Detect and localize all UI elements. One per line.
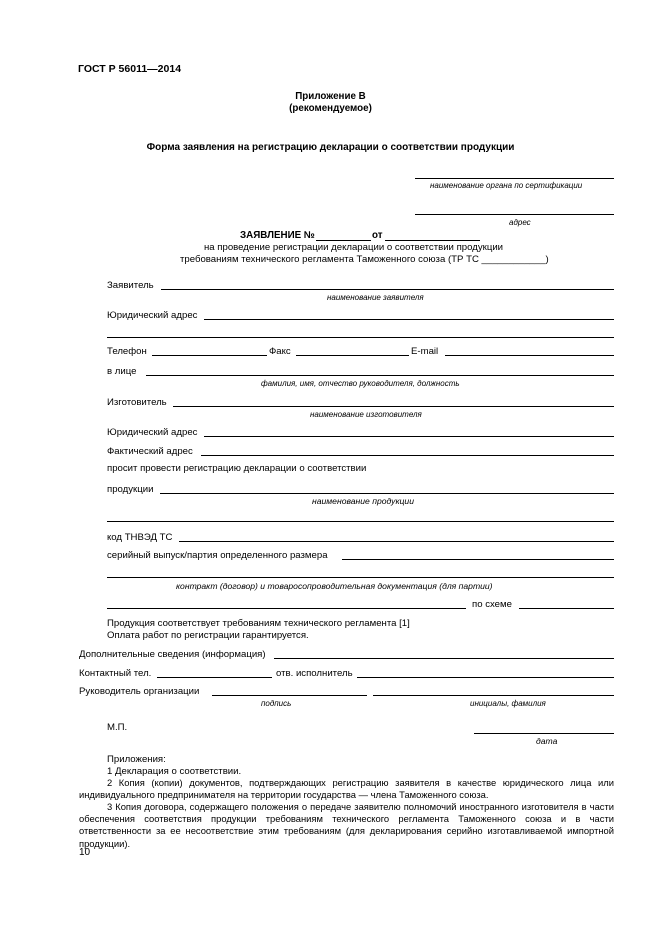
org-caption: наименование органа по сертификации [430,181,583,190]
legal-address2-line[interactable] [204,436,614,437]
standard-number: ГОСТ Р 56011—2014 [78,63,182,75]
represented-by-label: в лице [107,366,137,377]
statement-date-label: от [372,230,383,241]
attachment-1: 1 Декларация о соответствии. [107,766,242,777]
date-line[interactable] [474,733,614,734]
applicant-caption: наименование заявителя [327,293,424,302]
address-caption: адрес [509,218,531,227]
head-caption: фамилия, имя, отчество руководителя, должность [261,379,460,388]
legal-address-label: Юридический адрес [107,310,198,321]
payment-text: Оплата работ по регистрации гарантируется. [107,630,309,641]
actual-address-label: Фактический адрес [107,446,193,457]
contract-line[interactable] [107,577,614,578]
tnved-label: код ТНВЭД ТС [107,532,173,543]
applicant-line[interactable] [161,289,614,290]
org-head-label: Руководитель организации [79,686,200,697]
contact-phone-label: Контактный тел. [79,668,152,679]
phone-label: Телефон [107,346,147,357]
attachments-title: Приложения: [107,754,166,765]
stamp-label: М.П. [107,722,128,733]
statement-date-line [385,240,480,241]
fax-label: Факс [269,346,291,357]
legal-address-line2[interactable] [107,337,614,338]
product-label: продукции [107,484,154,495]
email-line[interactable] [445,355,614,356]
statement-number-label: ЗАЯВЛЕНИЕ № [240,230,315,241]
applicant-label: Заявитель [107,280,154,291]
phone-line[interactable] [152,355,267,356]
serial-line[interactable] [342,559,614,560]
page-number: 10 [79,847,91,858]
appendix-subtitle: (рекомендуемое) [289,103,372,114]
manufacturer-line[interactable] [173,406,614,407]
product-line2[interactable] [107,521,614,522]
form-title: Форма заявления на регистрацию декларации о соответствии продукции [146,142,515,153]
signature-caption: подпись [261,699,292,708]
contract-caption: контракт (договор) и товаросопроводительная документация (для партии) [176,581,493,591]
additional-line[interactable] [274,658,614,659]
attachment-2: 2 Копия (копии) документов, подтверждающих регистрацию заявителя в качестве юридического лица или индивидуального предпринимателя на территории государства — члена Таможенного союза. [79,777,614,801]
manufacturer-caption: наименование изготовителя [310,410,422,419]
legal-address2-label: Юридический адрес [107,427,198,438]
date-caption: дата [536,736,558,746]
signature-line[interactable] [212,695,367,696]
org-line [415,178,614,179]
represented-by-line[interactable] [146,375,614,376]
statement-line1: на проведение регистрации декларации о соответствии продукции [204,242,504,253]
conform-text: Продукция соответствует требованиям технического регламента [1] [107,618,410,629]
appendix-title: Приложение В [295,91,366,102]
actual-address-line[interactable] [201,455,614,456]
initials-caption: инициалы, фамилия [470,699,546,708]
initials-line[interactable] [373,695,614,696]
contact-phone-line[interactable] [157,677,272,678]
attachment-3: 3 Копия договора, содержащего положения о передаче заявителю полномочий иностранного изготовителя в части обеспечения соответствия продукции требованиям технического регламента Таможенного союза и в части ответственности за ее несоответствие этим требованиям (для декларирования серийно изготавливаемой импортной продукции). [79,801,614,849]
executor-label: отв. исполнитель [276,668,353,679]
legal-address-line[interactable] [204,319,614,320]
fax-line[interactable] [296,355,409,356]
address-line [415,214,614,215]
scheme-left-line[interactable] [107,608,466,609]
statement-number-line [316,240,371,241]
scheme-line[interactable] [519,608,614,609]
tnved-line[interactable] [179,541,614,542]
manufacturer-label: Изготовитель [107,397,167,408]
statement-line2: требованиям технического регламента Таможенного союза (ТР ТС ____________) [180,254,549,265]
request-text: просит провести регистрацию декларации о соответствии [107,463,367,474]
product-line[interactable] [160,493,614,494]
email-label: E-mail [411,346,439,357]
executor-line[interactable] [357,677,614,678]
serial-label: серийный выпуск/партия определенного размера [107,550,328,561]
product-caption: наименование продукции [312,496,414,506]
additional-label: Дополнительные сведения (информация) [79,649,266,660]
scheme-label: по схеме [472,599,512,610]
